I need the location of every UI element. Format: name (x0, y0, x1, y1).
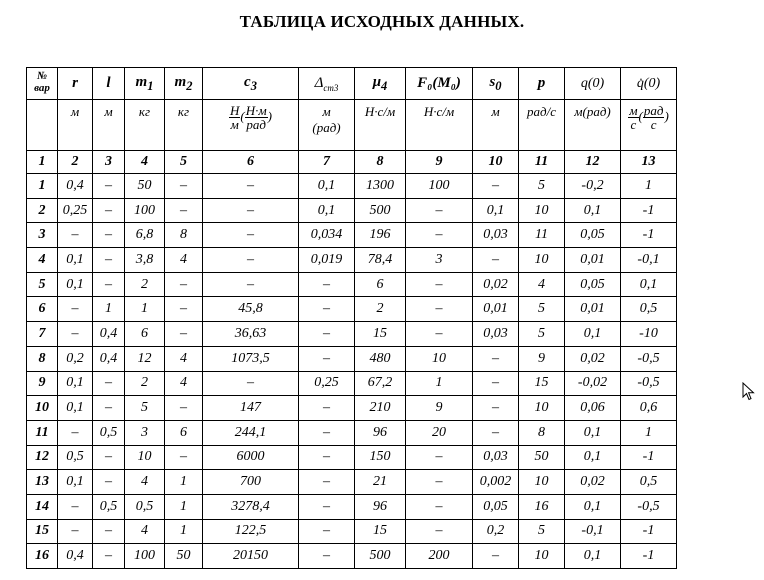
table-cell: – (299, 470, 355, 495)
table-cell: 0,01 (473, 297, 519, 322)
table-cell: -0,1 (565, 519, 621, 544)
table-cell: – (299, 445, 355, 470)
table-cell: 0,1 (565, 494, 621, 519)
table-cell: 244,1 (203, 420, 299, 445)
table-row (27, 494, 677, 519)
table-cell: 8 (519, 420, 565, 445)
table-cell: 0,2 (473, 519, 519, 544)
table-cell: 0,4 (58, 544, 93, 569)
variant-number-cell: 11 (27, 420, 58, 445)
table-cell: 21 (355, 470, 406, 495)
table-cell: 0,02 (565, 470, 621, 495)
unit-l: м (93, 100, 125, 151)
table-cell: – (58, 322, 93, 347)
column-number: 1 (27, 151, 58, 174)
table-cell: 10 (519, 544, 565, 569)
table-cell: 5 (519, 519, 565, 544)
table-cell: 0,5 (93, 420, 125, 445)
table-cell: 3278,4 (203, 494, 299, 519)
table-cell: – (165, 198, 203, 223)
variant-number-cell: 1 (27, 174, 58, 199)
header-s0: $s_0$ (473, 68, 519, 100)
table-cell: 4 (125, 519, 165, 544)
table-cell: – (165, 322, 203, 347)
table-cell: 10 (406, 346, 473, 371)
table-cell: 3,8 (125, 248, 165, 273)
unit-q0: м(рад) (565, 100, 621, 151)
table-cell: – (299, 272, 355, 297)
table-cell: – (165, 297, 203, 322)
table-cell: 0,1 (58, 396, 93, 421)
table-cell: 0,034 (299, 223, 355, 248)
table-cell: 0,1 (58, 470, 93, 495)
table-cell: – (473, 420, 519, 445)
table-cell: -0,02 (565, 371, 621, 396)
variant-number-cell: 7 (27, 322, 58, 347)
table-cell: – (165, 272, 203, 297)
table-row (27, 519, 677, 544)
header-q0: q(0) (565, 68, 621, 100)
table-cell: – (93, 445, 125, 470)
table-cell: 10 (519, 198, 565, 223)
header-qdot0: q̇(0) (621, 68, 677, 100)
table-cell: 0,1 (299, 198, 355, 223)
column-number: 7 (299, 151, 355, 174)
column-number: 3 (93, 151, 125, 174)
table-cell: – (299, 420, 355, 445)
table-cell: – (473, 396, 519, 421)
table-cell: 67,2 (355, 371, 406, 396)
table-cell: 0,02 (565, 346, 621, 371)
variant-number-cell: 3 (27, 223, 58, 248)
table-cell: 0,1 (58, 248, 93, 273)
units-row (27, 100, 677, 151)
table-cell: 1 (621, 420, 677, 445)
table-cell: 96 (355, 494, 406, 519)
unit-m2: кг (165, 100, 203, 151)
table-cell: 20150 (203, 544, 299, 569)
table-row (27, 248, 677, 273)
table-cell: 8 (165, 223, 203, 248)
table-cell: – (473, 174, 519, 199)
table-cell: 1 (125, 297, 165, 322)
header-var (27, 68, 58, 100)
table-cell: 0,5 (621, 470, 677, 495)
header-c3: $c_3$ (203, 68, 299, 100)
table-cell: 0,02 (473, 272, 519, 297)
table-cell: 0,2 (58, 346, 93, 371)
table-cell: 9 (406, 396, 473, 421)
table-cell: 100 (125, 198, 165, 223)
table-cell: – (473, 248, 519, 273)
unit-p: рад/с (519, 100, 565, 151)
table-cell: 10 (519, 396, 565, 421)
table-cell: 12 (125, 346, 165, 371)
table-cell: – (406, 519, 473, 544)
table-cell: – (203, 198, 299, 223)
table-cell: 0,1 (565, 420, 621, 445)
column-number: 9 (406, 151, 473, 174)
table-cell: 196 (355, 223, 406, 248)
variant-number-cell: 4 (27, 248, 58, 273)
header-mu4: $\mu_4$ (355, 68, 406, 100)
table-cell: 2 (125, 371, 165, 396)
table-cell: – (299, 494, 355, 519)
mouse-pointer-icon (742, 382, 756, 402)
table-cell: 0,4 (93, 346, 125, 371)
table-cell: 0,06 (565, 396, 621, 421)
table-cell: 2 (125, 272, 165, 297)
variant-number-cell: 8 (27, 346, 58, 371)
table-cell: 15 (519, 371, 565, 396)
header-var-no: № (36, 70, 48, 82)
table-cell: -1 (621, 519, 677, 544)
table-cell: 0,4 (58, 174, 93, 199)
variant-number-cell: 5 (27, 272, 58, 297)
table-cell: -0,2 (565, 174, 621, 199)
column-number: 13 (621, 151, 677, 174)
column-number: 2 (58, 151, 93, 174)
table-row (27, 322, 677, 347)
table-cell: – (203, 248, 299, 273)
table-cell: 200 (406, 544, 473, 569)
table-cell: 4 (519, 272, 565, 297)
table-cell: – (93, 174, 125, 199)
table-cell: 5 (519, 322, 565, 347)
table-cell: – (473, 544, 519, 569)
unit-c3: $\frac{Н}{м}$ ( $\frac{Н\cdot м}{\text{рад}}$ ) (203, 100, 299, 151)
table-cell: – (165, 396, 203, 421)
table-row (27, 198, 677, 223)
table-cell: – (165, 445, 203, 470)
table-cell: -1 (621, 445, 677, 470)
header-p: p (519, 68, 565, 100)
table-cell: 500 (355, 544, 406, 569)
table-row (27, 445, 677, 470)
table-cell: – (58, 519, 93, 544)
table-cell: 10 (519, 248, 565, 273)
table-cell: – (93, 544, 125, 569)
table-cell: 0,05 (473, 494, 519, 519)
variant-number-cell: 9 (27, 371, 58, 396)
table-cell: – (406, 297, 473, 322)
header-var-word: вар (34, 82, 50, 94)
variant-number-cell: 6 (27, 297, 58, 322)
table-cell: – (406, 223, 473, 248)
table-cell: 16 (519, 494, 565, 519)
table-cell: – (203, 272, 299, 297)
table-cell: -0,5 (621, 371, 677, 396)
unit-m1: кг (125, 100, 165, 151)
table-cell: 2 (355, 297, 406, 322)
table-cell: – (473, 346, 519, 371)
table-row (27, 346, 677, 371)
table-cell: 0,1 (565, 322, 621, 347)
table-cell: -1 (621, 223, 677, 248)
page-title: ТАБЛИЦА ИСХОДНЫХ ДАННЫХ. (239, 12, 525, 31)
table-row (27, 544, 677, 569)
table-cell: 0,5 (621, 297, 677, 322)
table-cell: 50 (519, 445, 565, 470)
variant-number-cell: 14 (27, 494, 58, 519)
table-body (27, 174, 677, 569)
table-cell: 1 (165, 519, 203, 544)
table-cell: 1 (93, 297, 125, 322)
table-cell: -0,5 (621, 346, 677, 371)
table-cell: – (93, 223, 125, 248)
table-cell: -1 (621, 198, 677, 223)
table-cell: 0,1 (565, 445, 621, 470)
header-l: l (93, 68, 125, 100)
table-cell: – (406, 322, 473, 347)
table-cell: 0,1 (58, 272, 93, 297)
table-cell: 4 (165, 371, 203, 396)
table-cell: – (93, 272, 125, 297)
header-row (27, 68, 677, 100)
table-row (27, 272, 677, 297)
table-cell: 6000 (203, 445, 299, 470)
variant-number-cell: 13 (27, 470, 58, 495)
column-number-row (27, 151, 677, 174)
table-cell: – (93, 248, 125, 273)
table-cell: -0,1 (621, 248, 677, 273)
table-cell: – (93, 470, 125, 495)
table-cell: 210 (355, 396, 406, 421)
table-cell: – (406, 198, 473, 223)
unit-s0: м (473, 100, 519, 151)
table-cell: 0,1 (565, 544, 621, 569)
column-number: 6 (203, 151, 299, 174)
header-delta: $\Delta_{ст3}$ (299, 68, 355, 100)
column-number: 10 (473, 151, 519, 174)
table-cell: 0,5 (125, 494, 165, 519)
variant-number-cell: 10 (27, 396, 58, 421)
table-cell: 0,5 (58, 445, 93, 470)
table-cell: 1 (621, 174, 677, 199)
column-number: 4 (125, 151, 165, 174)
table-cell: -0,5 (621, 494, 677, 519)
table-cell: 0,019 (299, 248, 355, 273)
table-cell: 0,03 (473, 445, 519, 470)
table-cell: – (165, 174, 203, 199)
table-cell: 5 (519, 297, 565, 322)
table-cell: 5 (519, 174, 565, 199)
table-cell: – (203, 223, 299, 248)
table-cell: – (93, 396, 125, 421)
table-cell: – (473, 371, 519, 396)
table-cell: 6 (125, 322, 165, 347)
table-cell: 0,1 (621, 272, 677, 297)
table-cell: – (93, 198, 125, 223)
header-m2: $m_2$ (165, 68, 203, 100)
table-cell: 0,1 (565, 198, 621, 223)
table-cell: – (299, 544, 355, 569)
table-cell: 0,1 (58, 371, 93, 396)
table-cell: 500 (355, 198, 406, 223)
table-cell: – (58, 223, 93, 248)
table-cell: 3 (125, 420, 165, 445)
table-cell: 4 (165, 248, 203, 273)
table-cell: 1 (165, 470, 203, 495)
unit-f0: Н·с/м (406, 100, 473, 151)
table-cell: 0,05 (565, 272, 621, 297)
table-cell: 100 (125, 544, 165, 569)
table-cell: 10 (519, 470, 565, 495)
table-cell: 0,25 (299, 371, 355, 396)
table-cell: -1 (621, 544, 677, 569)
header-m1: $m_1$ (125, 68, 165, 100)
table-cell: 0,25 (58, 198, 93, 223)
table-cell: 4 (125, 470, 165, 495)
header-r: r (58, 68, 93, 100)
table-cell: 147 (203, 396, 299, 421)
table-cell: 78,4 (355, 248, 406, 273)
table-cell: 0,002 (473, 470, 519, 495)
table-cell: 1 (406, 371, 473, 396)
table-cell: 9 (519, 346, 565, 371)
table-cell: 6,8 (125, 223, 165, 248)
table-cell: 36,63 (203, 322, 299, 347)
table-cell: – (93, 519, 125, 544)
table-cell: – (406, 272, 473, 297)
table-cell: 15 (355, 519, 406, 544)
table-cell: 0,4 (93, 322, 125, 347)
variant-number-cell: 15 (27, 519, 58, 544)
table-cell: – (406, 494, 473, 519)
table-cell: 0,03 (473, 322, 519, 347)
table-cell: – (406, 470, 473, 495)
table-cell: 0,1 (473, 198, 519, 223)
table-cell: -10 (621, 322, 677, 347)
unit-var (27, 100, 58, 151)
table-cell: – (58, 494, 93, 519)
table-cell: 0,1 (299, 174, 355, 199)
table-cell: 6 (355, 272, 406, 297)
table-cell: 0,6 (621, 396, 677, 421)
table-cell: – (299, 346, 355, 371)
table-cell: – (58, 297, 93, 322)
table-cell: 0,5 (93, 494, 125, 519)
source-data-table (26, 67, 677, 569)
table-cell: 480 (355, 346, 406, 371)
table-cell: 6 (165, 420, 203, 445)
table-row (27, 470, 677, 495)
table-cell: 45,8 (203, 297, 299, 322)
unit-mu4: Н·с/м (355, 100, 406, 151)
table-cell: 1073,5 (203, 346, 299, 371)
table-cell: 150 (355, 445, 406, 470)
table-row (27, 420, 677, 445)
table-cell: 0,05 (565, 223, 621, 248)
variant-number-cell: 2 (27, 198, 58, 223)
table-cell: – (299, 519, 355, 544)
table-cell: – (299, 396, 355, 421)
table-cell: 0,01 (565, 248, 621, 273)
table-cell: 15 (355, 322, 406, 347)
table-cell: – (203, 371, 299, 396)
table-cell: 5 (125, 396, 165, 421)
table-cell: 100 (406, 174, 473, 199)
table-row (27, 223, 677, 248)
unit-r: м (58, 100, 93, 151)
column-number: 8 (355, 151, 406, 174)
table-cell: – (93, 371, 125, 396)
table-cell: 4 (165, 346, 203, 371)
unit-qdot0: $\frac{м}{с}$ ( $\frac{\text{рад}}{с}$ ) (621, 100, 677, 151)
table-row (27, 371, 677, 396)
variant-number-cell: 16 (27, 544, 58, 569)
table-cell: – (203, 174, 299, 199)
table-cell: 3 (406, 248, 473, 273)
unit-delta: м (рад) (299, 100, 355, 151)
column-number: 5 (165, 151, 203, 174)
table-cell: 11 (519, 223, 565, 248)
table-cell: 700 (203, 470, 299, 495)
table-cell: – (58, 420, 93, 445)
table-row (27, 297, 677, 322)
table-cell: 122,5 (203, 519, 299, 544)
column-number: 11 (519, 151, 565, 174)
variant-number-cell: 12 (27, 445, 58, 470)
table-row (27, 396, 677, 421)
table-cell: 0,01 (565, 297, 621, 322)
table-cell: 20 (406, 420, 473, 445)
table-cell: – (299, 297, 355, 322)
table-cell: 1 (165, 494, 203, 519)
table-row (27, 174, 677, 199)
table-cell: 50 (165, 544, 203, 569)
table-cell: – (406, 445, 473, 470)
table-cell: 1300 (355, 174, 406, 199)
table-cell: 0,03 (473, 223, 519, 248)
table-cell: 50 (125, 174, 165, 199)
column-number: 12 (565, 151, 621, 174)
table-cell: 96 (355, 420, 406, 445)
header-f0: F₀(M₀) (406, 68, 473, 100)
table-cell: 10 (125, 445, 165, 470)
table-cell: – (299, 322, 355, 347)
